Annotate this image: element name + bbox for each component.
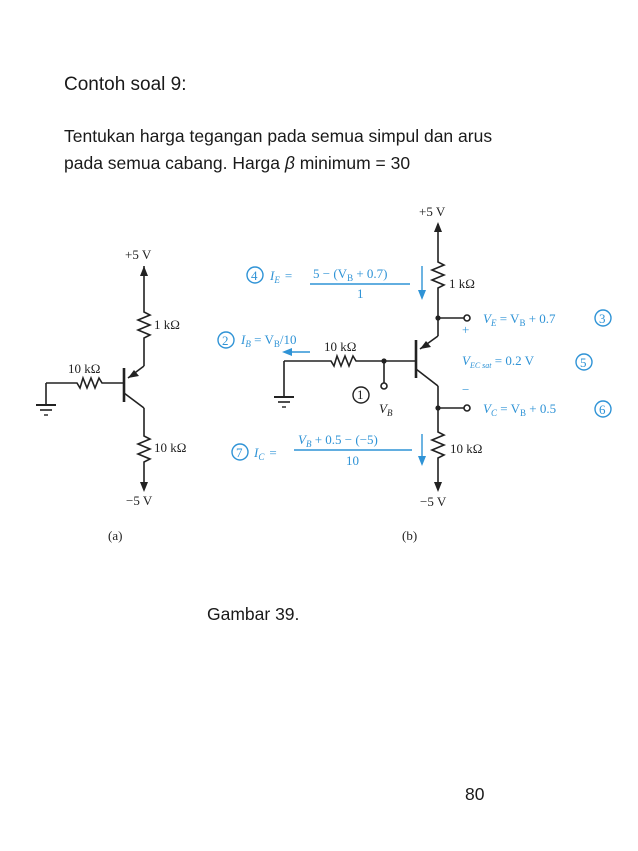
problem-line-1: Tentukan harga tegangan pada semua simpul dan arus <box>64 126 493 146</box>
eq-ve-rhs: = V <box>496 311 520 326</box>
step-number-1: 1 <box>357 387 364 402</box>
eq-ib-main: I <box>241 332 246 347</box>
eq-ve-end: + 0.7 <box>525 311 556 326</box>
eq-ib-rhs-sub: B <box>273 339 280 349</box>
eq-ie-num-sub: B <box>347 273 354 283</box>
resistor-a-collector <box>138 432 150 488</box>
eq-vec-main: V <box>462 353 470 368</box>
resistor-b-emitter <box>432 258 444 318</box>
eq-ic-num-end: + 0.5 − (−5) <box>311 432 378 447</box>
eq-ie-num-a: 5 − (V <box>313 266 348 281</box>
eq-ic-num-a: V <box>298 432 306 447</box>
eq-vc-rhs-sub: B <box>519 408 526 418</box>
circuit-b <box>274 222 470 492</box>
eq-ic-lhs-sub: C <box>258 452 265 462</box>
eq-ib <box>240 332 296 349</box>
arrow-a-vee <box>140 482 148 492</box>
label-b-r-base: 10 kΩ <box>324 339 357 354</box>
label-node-vb-sub: B <box>386 408 393 418</box>
step-number-2: 2 <box>222 333 229 348</box>
label-a-vcc: +5 V <box>125 247 152 262</box>
arrow-b-vee <box>434 482 442 492</box>
eq-ic-num-sub: B <box>305 439 312 449</box>
eq-vec <box>462 353 535 370</box>
eq-vc <box>483 401 556 418</box>
eq-ve-rhs-sub: B <box>519 318 526 328</box>
label-node-vb <box>379 401 393 418</box>
eq-ib-sub: B <box>245 339 251 349</box>
eq-ic-equals: = <box>269 445 277 460</box>
arrow-a-vcc <box>140 266 148 276</box>
eq-ie-numerator <box>313 266 388 283</box>
figure-caption: Gambar 39. <box>207 604 300 624</box>
eq-ve <box>483 311 556 328</box>
eq-ie-denominator: 1 <box>357 286 364 301</box>
page-number: 80 <box>465 784 485 804</box>
eq-ie-num-end: + 0.7) <box>353 266 388 281</box>
label-a-r-emitter: 1 kΩ <box>154 317 180 332</box>
circuit-a <box>36 266 150 492</box>
problem-line-2-suffix: minimum = 30 <box>294 153 411 173</box>
label-a-r-base: 10 kΩ <box>68 361 101 376</box>
label-b-vee: −5 V <box>420 494 447 509</box>
label-b-r-emitter: 1 kΩ <box>449 276 475 291</box>
eq-ic-numerator <box>298 432 378 449</box>
eq-ic-lhs <box>253 445 277 462</box>
eq-vc-main: V <box>483 401 491 416</box>
problem-line-2-prefix: pada semua cabang. Harga <box>64 153 285 173</box>
example-heading: Contoh soal 9: <box>64 74 187 95</box>
label-b-r-collector: 10 kΩ <box>450 441 483 456</box>
arrow-b-vcc <box>434 222 442 232</box>
eq-ie-lhs-main: I <box>270 268 275 283</box>
eq-ve-sub: E <box>490 318 497 328</box>
wire-a-collector <box>124 393 144 408</box>
label-a-r-collector: 10 kΩ <box>154 440 187 455</box>
resistor-a-base <box>66 378 106 388</box>
label-node-vb-main: V <box>379 401 387 416</box>
eq-vec-sub: EC sat <box>469 361 492 370</box>
eq-vc-sub: C <box>490 408 497 418</box>
resistor-a-emitter <box>138 308 150 366</box>
annotations-b <box>218 266 611 466</box>
label-b-caption: (b) <box>402 528 418 543</box>
step-number-4: 4 <box>251 268 258 283</box>
eq-ie-lhs <box>269 268 292 285</box>
beta-symbol: β <box>284 153 295 173</box>
eq-vc-rhs: = V <box>496 401 520 416</box>
eq-ic-lhs-main: I <box>254 445 259 460</box>
step-number-3: 3 <box>599 311 606 326</box>
step-number-7: 7 <box>236 445 243 460</box>
eq-vc-end: + 0.5 <box>525 401 557 416</box>
step-number-6: 6 <box>599 402 606 417</box>
resistor-b-base <box>322 356 360 366</box>
resistor-b-collector <box>432 428 444 486</box>
eq-ve-main: V <box>483 311 491 326</box>
eq-vec-end: = 0.2 V <box>491 353 535 368</box>
eq-ie-lhs-sub: E <box>274 275 280 285</box>
eq-ic-denominator: 10 <box>346 453 359 468</box>
step-number-5: 5 <box>580 355 587 370</box>
label-b-vcc: +5 V <box>419 204 446 219</box>
label-a-vee: −5 V <box>126 493 153 508</box>
minus-sign: − <box>462 382 470 397</box>
eq-ib-end: /10 <box>279 332 297 347</box>
plus-sign: + <box>462 322 470 337</box>
eq-ib-rhs: = V <box>250 332 274 347</box>
label-a-caption: (a) <box>108 528 123 543</box>
eq-ie-equals: = <box>284 268 293 283</box>
